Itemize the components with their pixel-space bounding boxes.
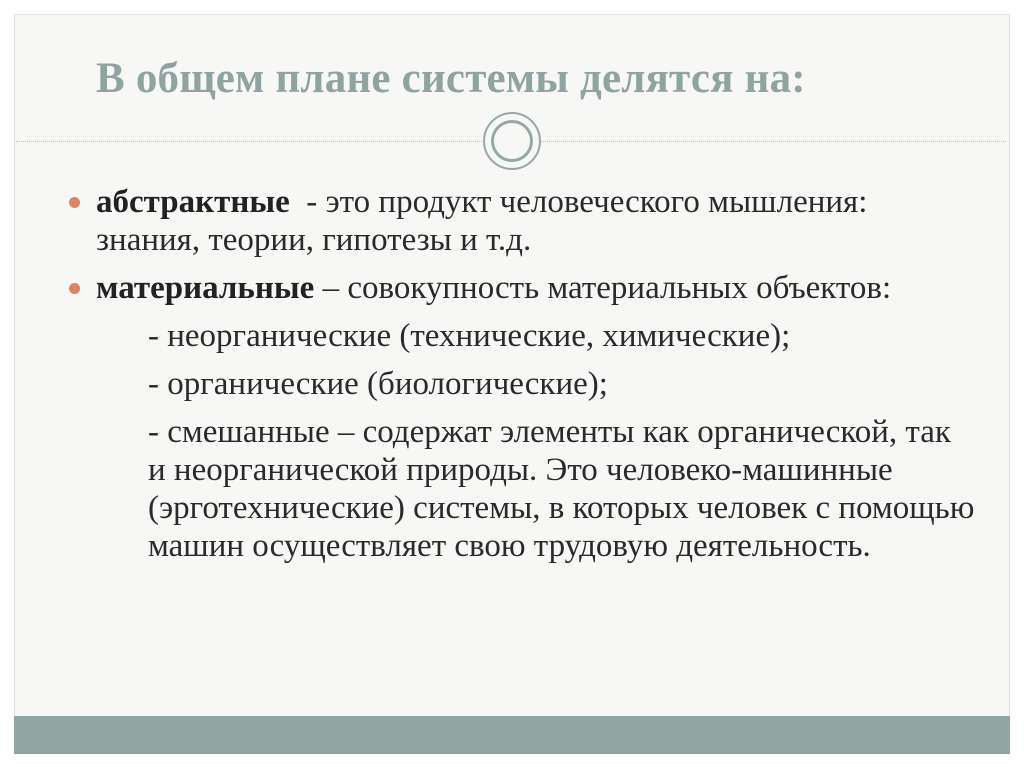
slide-content — [96, 183, 976, 575]
bullet-dot-icon — [69, 197, 80, 208]
circle-ornament-icon — [483, 112, 541, 170]
footer-bar — [14, 716, 1010, 754]
bullet-term: абстрактные — [96, 184, 290, 220]
subitem-inorganic: - неорганические (технические, химические); — [148, 318, 791, 354]
slide-title: В общем плане системы делятся на: — [96, 55, 806, 102]
subitem-mixed: - смешанные – содержат элементы как органической, так и неорганической природы. Это человеко-машинные (эрготехнические) системы, в которых человек с помощью машин осуществляет свою трудовую деятельность. — [148, 414, 975, 564]
bullet-term: материальные — [96, 270, 315, 306]
bullet-material — [96, 269, 976, 307]
circle-ornament-inner — [491, 120, 533, 162]
bullet-text: – совокупность материальных объектов: — [314, 270, 892, 306]
subitem-organic: - органические (биологические); — [148, 366, 608, 402]
bullet-dot-icon — [69, 283, 80, 294]
bullet-abstract — [96, 183, 976, 259]
bullet-text: - это продукт человеческого мышления: знания, теории, гипотезы и т.д. — [96, 184, 876, 258]
